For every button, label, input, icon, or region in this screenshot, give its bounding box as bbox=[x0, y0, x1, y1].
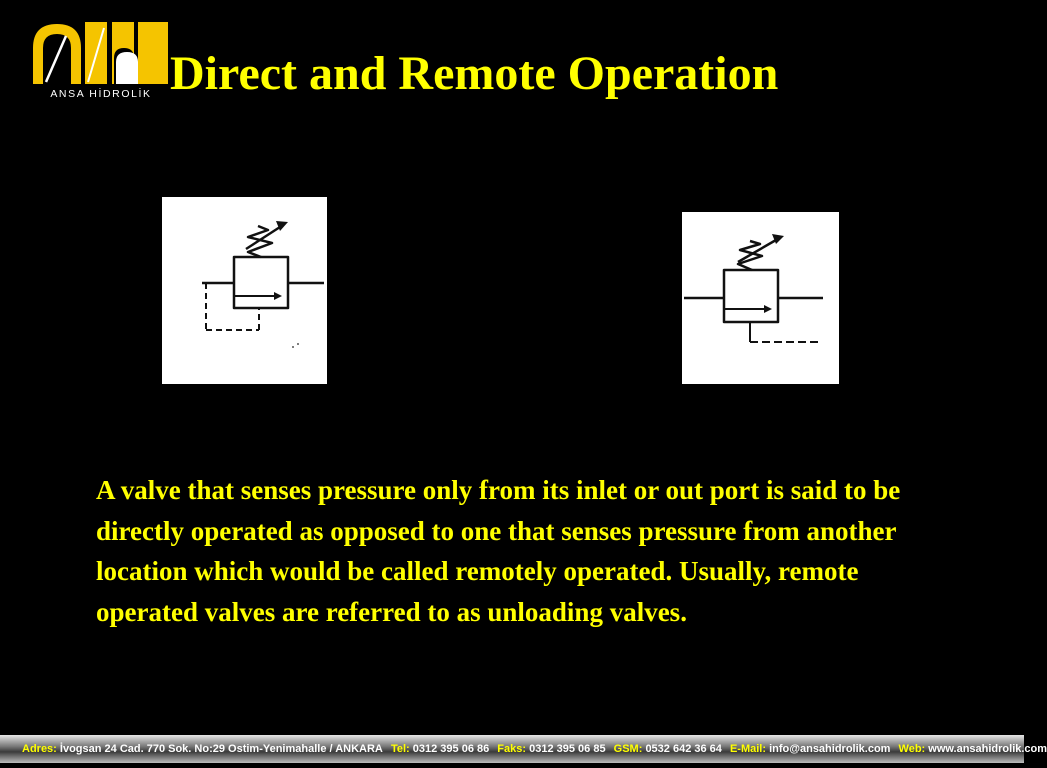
address-label: Adres: bbox=[22, 743, 57, 755]
body-paragraph: A valve that senses pressure only from its inlet or out port is said to be directly operated as opposed to one that senses pressure from another location which would be called remotely operated. Usually, remote operated valves are referred to as unloading valves. bbox=[96, 475, 901, 627]
direct-operated-valve-diagram bbox=[162, 197, 327, 384]
fax-number: 0312 395 06 85 bbox=[529, 743, 606, 755]
gsm-label: GSM: bbox=[613, 743, 643, 755]
tel-label: Tel: bbox=[390, 743, 410, 755]
direct-operated-relief-valve-symbol-icon bbox=[162, 197, 327, 384]
remote-operated-valve-diagram bbox=[682, 212, 839, 384]
company-logo bbox=[30, 18, 172, 104]
address-text: İvogsan 24 Cad. 770 Sok. No:29 Ostim-Yenimahalle / ANKARA bbox=[59, 743, 383, 755]
web-address[interactable]: www.ansahidrolik.com bbox=[928, 743, 1047, 755]
gsm-number: 0532 642 36 64 bbox=[645, 743, 722, 755]
contact-info bbox=[22, 740, 1047, 758]
tel-number: 0312 395 06 86 bbox=[412, 743, 490, 755]
page-title: Direct and Remote Operation bbox=[170, 47, 779, 100]
web-label: Web: bbox=[898, 743, 926, 755]
remote-operated-relief-valve-symbol-icon bbox=[682, 212, 839, 384]
fax-label: Faks: bbox=[497, 743, 527, 755]
email-address[interactable]: info@ansahidrolik.com bbox=[769, 743, 891, 755]
email-label: E-Mail: bbox=[729, 743, 767, 755]
logo-caption: ANSA HİDROLİK bbox=[50, 88, 152, 100]
footer-bar bbox=[0, 735, 1047, 763]
